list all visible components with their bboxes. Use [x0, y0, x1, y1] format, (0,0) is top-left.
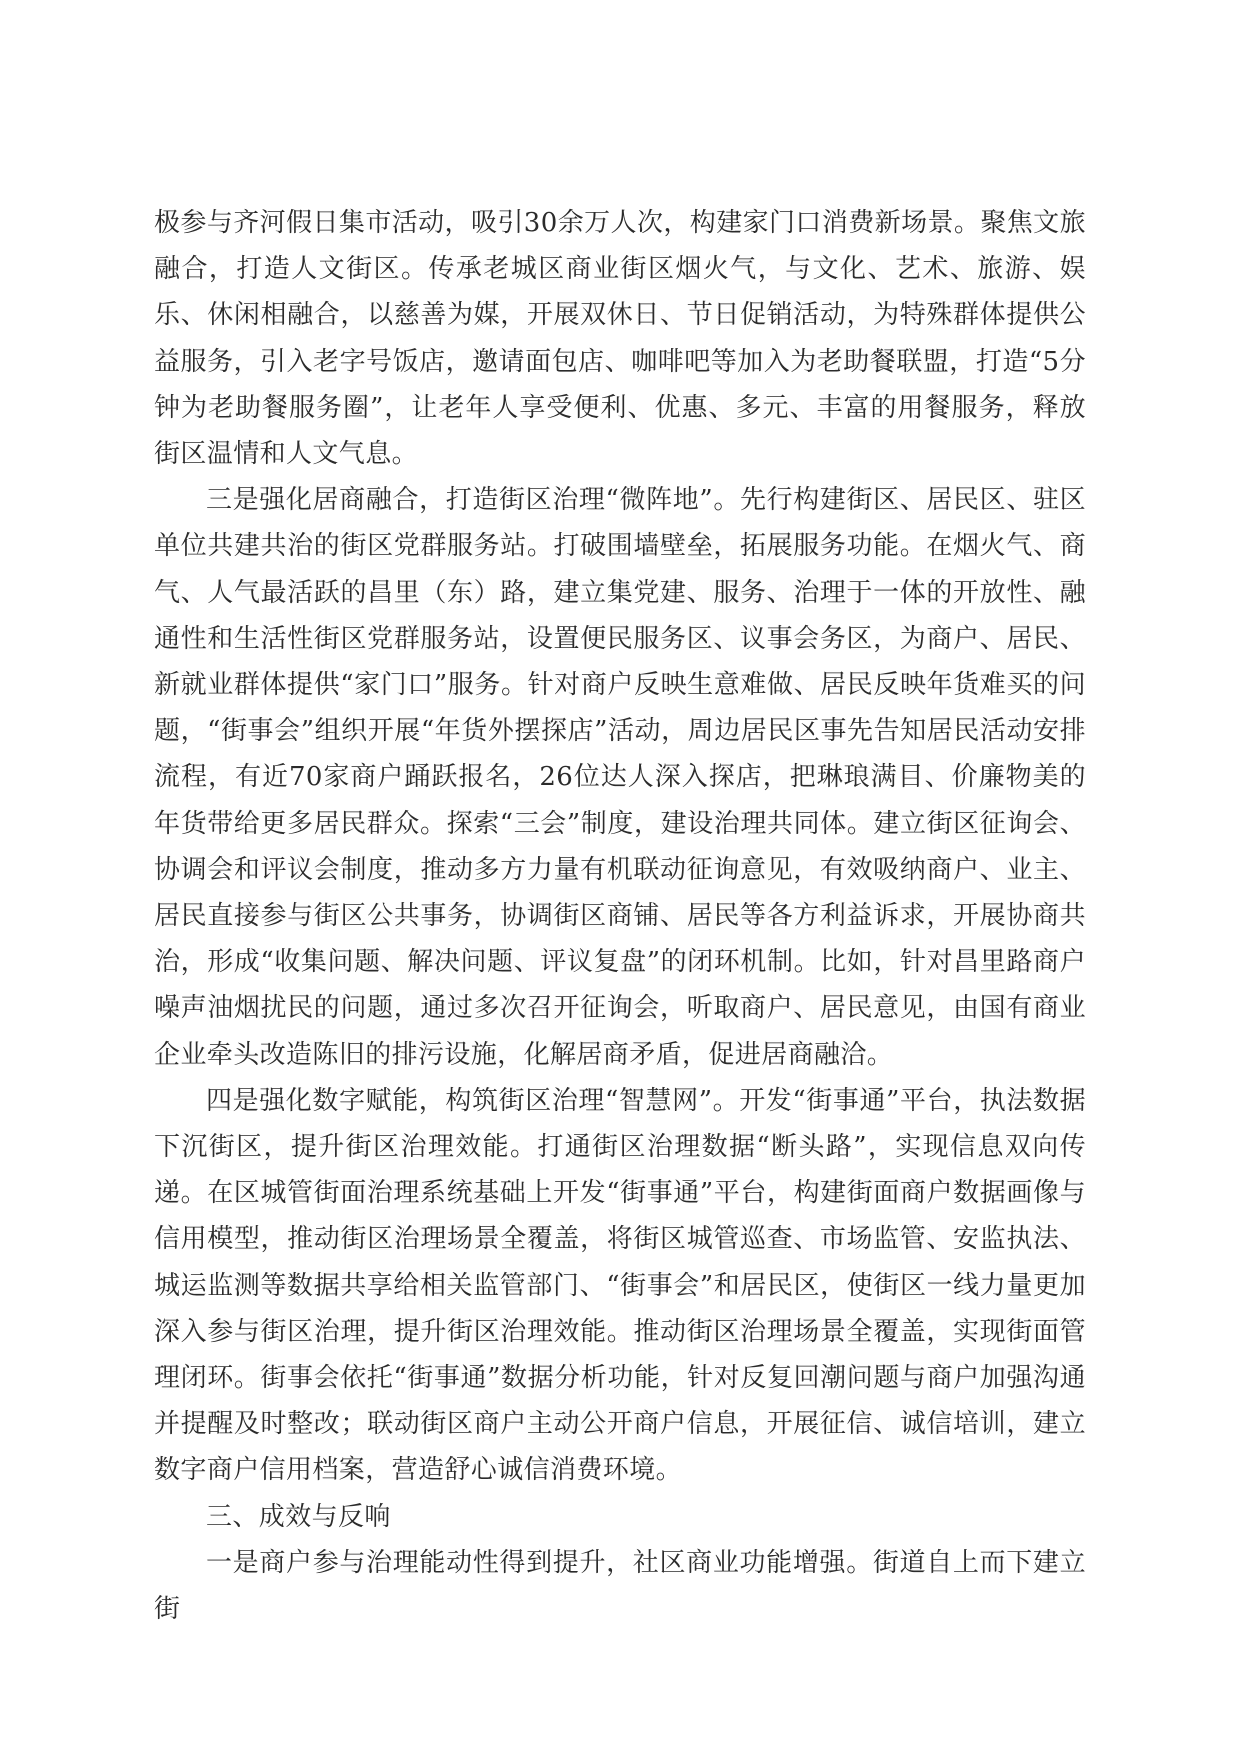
- document-body: [154, 200, 1086, 1632]
- paragraph-one-merchant-participation: 一是商户参与治理能动性得到提升，社区商业功能增强。街道自上而下建立街: [154, 1547, 1086, 1625]
- paragraph-three-resident-business-integration: 三是强化居商融合，打造街区治理“微阵地”。先行构建街区、居民区、驻区单位共建共治的街区党群服务站。打破围墙壁垒，拓展服务功能。在烟火气、商气、人气最活跃的昌里（东）路，建立集党建、服务、治理于一体的开放性、融通性和生活性街区党群服务站，设置便民服务区、议事会务区，为商户、居民、新就业群体提供“家门口”服务。针对商户反映生意难做、居民反映年货难买的问题，“街事会”组织开展“年货外摆探店”活动，周边居民区事先告知居民活动安排流程，有近70家商户踊跃报名，26位达人深入探店，把琳琅满目、价廉物美的年货带给更多居民群众。探索“三会”制度，建设治理共同体。建立街区征询会、协调会和评议会制度，推动多方力量有机联动征询意见，有效吸纳商户、业主、居民直接参与街区公共事务，协调街区商铺、居民等各方利益诉求，开展协商共治，形成“收集问题、解决问题、评议复盘”的闭环机制。比如，针对昌里路商户噪声油烟扰民的问题，通过多次召开征询会，听取商户、居民意见，由国有商业企业牵头改造陈旧的排污设施，化解居商矛盾，促进居商融洽。: [154, 485, 1086, 1070]
- section-heading-results: 三、成效与反响: [206, 1501, 391, 1532]
- paragraph-continued: 极参与齐河假日集市活动，吸引30余万人次，构建家门口消费新场景。聚焦文旅融合，打造人文街区。传承老城区商业街区烟火气，与文化、艺术、旅游、娱乐、休闲相融合，以慈善为媒，开展双休日、节日促销活动，为特殊群体提供公益服务，引入老字号饭店，邀请面包店、咖啡吧等加入为老助餐联盟，打造“5分钟为老助餐服务圈”，让老年人享受便利、优惠、多元、丰富的用餐服务，释放街区温情和人文气息。: [154, 208, 1086, 470]
- paragraph-four-digital-empowerment: 四是强化数字赋能，构筑街区治理“智慧网”。开发“街事通”平台，执法数据下沉街区，提升街区治理效能。打通街区治理数据“断头路”，实现信息双向传递。在区城管街面治理系统基础上开发“街事通”平台，构建街面商户数据画像与信用模型，推动街区治理场景全覆盖，将街区城管巡查、市场监管、安监执法、城运监测等数据共享给相关监管部门、“街事会”和居民区，使街区一线力量更加深入参与街区治理，提升街区治理效能。推动街区治理场景全覆盖，实现街面管理闭环。街事会依托“街事通”数据分析功能，针对反复回潮问题与商户加强沟通并提醒及时整改；联动街区商户主动公开商户信息，开展征信、诚信培训，建立数字商户信用档案，营造舒心诚信消费环境。: [154, 1085, 1086, 1486]
